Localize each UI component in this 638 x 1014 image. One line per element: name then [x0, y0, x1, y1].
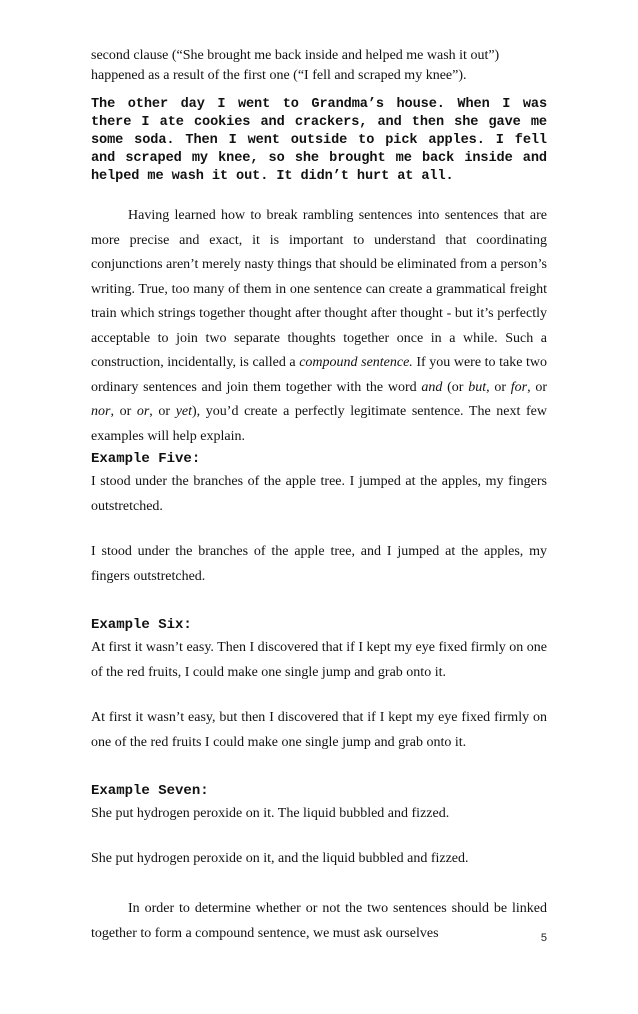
italic-term: yet [175, 404, 193, 419]
example-before: I stood under the branches of the apple tree. I jumped at the apples, my fingers outstretched. [91, 474, 547, 514]
example-after: I stood under the branches of the apple tree, and I jumped at the apples, my fingers outstretched. [91, 544, 547, 584]
italic-term: nor [91, 404, 111, 419]
example-before: She put hydrogen peroxide on it. The liquid bubbled and fizzed. [91, 806, 450, 821]
example-seven [91, 781, 547, 871]
italic-term: compound sentence. [299, 355, 413, 370]
paragraph-text: , or [486, 379, 511, 395]
body-paragraph-2: In order to determine whether or not the two sentences should be linked together to form a compound sentence, we must ask ourselves [91, 901, 547, 941]
example-heading: Example Five: [91, 451, 201, 467]
italic-term: for [510, 379, 528, 395]
italic-term: but [468, 379, 487, 395]
example-five [91, 449, 547, 589]
italic-term: or [136, 404, 150, 419]
paragraph-text: , or [110, 404, 137, 419]
paragraph-text: (or [442, 379, 469, 395]
example-after: She put hydrogen peroxide on it, and the liquid bubbled and fizzed. [91, 851, 469, 866]
bold-example-paragraph: The other day I went to Grandma’s house. When I was there I ate cookies and crackers, and then she gave me some soda. Then I went outside to pick apples. I fell and scraped my knee, so she brought me back inside and helped me wash it out. It didn’t hurt at all. [91, 97, 547, 184]
italic-term: and [421, 379, 443, 395]
example-before: At first it wasn’t easy. Then I discovered that if I kept my eye fixed firmly on one of the red fruits, I could make one single jump and grab onto it. [91, 640, 547, 680]
example-heading: Example Seven: [91, 783, 209, 799]
example-six [91, 615, 547, 755]
body-paragraph-1 [91, 204, 547, 449]
paragraph-text: If you were to take two ordinary sentences and join them together with the word [91, 355, 547, 395]
paragraph-text: , or [527, 379, 547, 395]
document-page [91, 46, 547, 946]
page-number: 5 [540, 932, 547, 944]
paragraph-text: , or [149, 404, 176, 419]
intro-line-2: happened as a result of the first one (“I fell and scraped my knee”). [91, 68, 467, 83]
intro-paragraph [91, 46, 547, 86]
intro-line-1: second clause (“She brought me back inside and helped me wash it out”) [91, 48, 500, 63]
paragraph-text: Having learned how to break rambling sentences into sentences that are more precise and exact, it is important to understand that coordinating conjunctions aren’t merely nasty things that should be eliminated from a person’s writing. True, too many of them in one sentence can create a grammatical freight train which strings together thought after thought after thought - but it’s perfectly acceptable to join two separate thoughts together once in a while. Such a construction, incidentally, is called a [91, 208, 547, 370]
paragraph-text: ), you’d create a perfectly legitimate sentence. The next few examples will help explain. [91, 404, 547, 444]
example-after: At first it wasn’t easy, but then I discovered that if I kept my eye fixed firmly on one of the red fruits I could make one single jump and grab onto it. [91, 710, 547, 750]
example-heading: Example Six: [91, 617, 192, 633]
